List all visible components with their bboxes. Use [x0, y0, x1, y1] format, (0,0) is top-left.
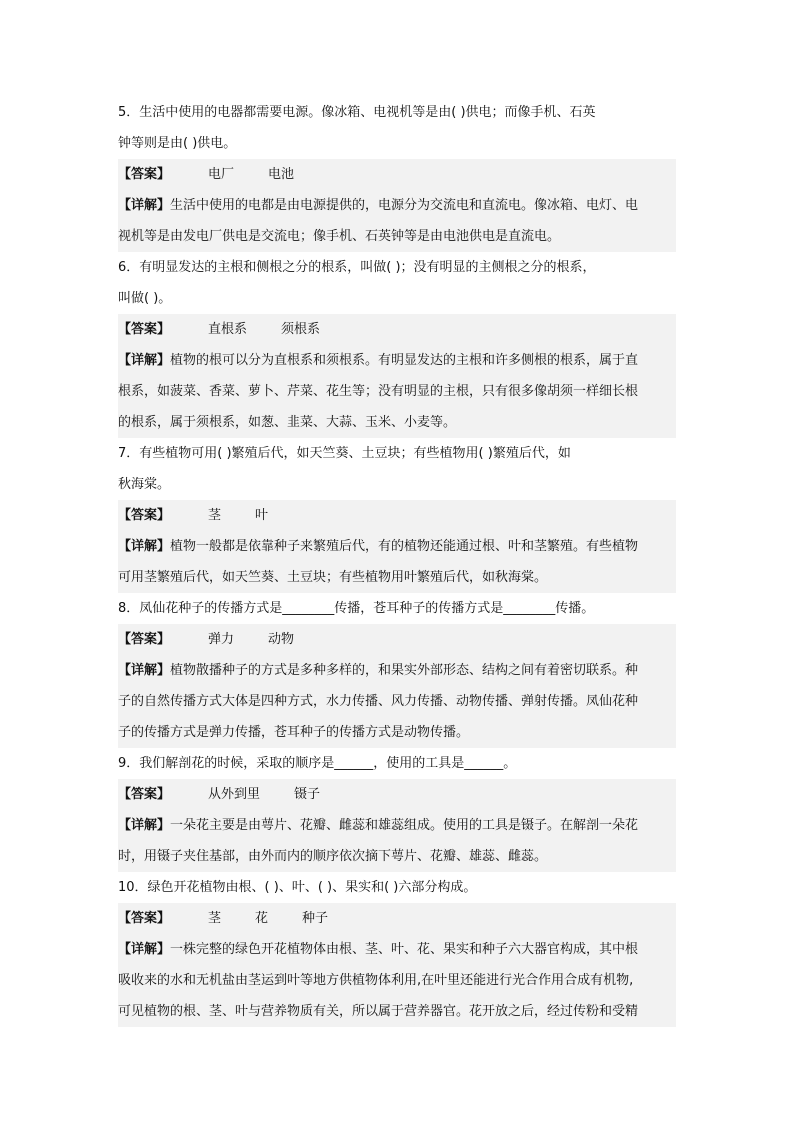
question-text: 5．生活中使用的电器都需要电源。像冰箱、电视机等是由( )供电；而像手机、石英 [118, 105, 596, 120]
detail-label: 【详解】 [118, 942, 171, 957]
detail-text: 生活中使用的电都是由电源提供的，电源分为交流电和直流电。像冰箱、电灯、电 [170, 198, 639, 213]
question-item [118, 593, 676, 748]
detail-line [118, 531, 676, 562]
question-item [118, 748, 676, 872]
question-text: 10．绿色开花植物由根、( )、叶、( )、果实和( )六部分构成。 [118, 880, 477, 895]
answer-value: 电池 [268, 167, 295, 182]
answer-value: 种子 [302, 911, 329, 926]
question-text: 钟等则是由( )供电。 [118, 136, 237, 151]
detail-label: 【详解】 [118, 198, 171, 213]
detail-text: 吸收来的水和无机盐由茎运到叶等地方供植物体利用,在叶里还能进行光合作用合成有机物, [118, 973, 634, 988]
answer-label: 【答案】 [118, 632, 171, 647]
answer-value: 茎 [208, 911, 222, 926]
answer-value: 电厂 [208, 167, 235, 182]
answer-row [118, 624, 676, 655]
answer-value: 叶 [255, 508, 269, 523]
detail-line [118, 345, 676, 376]
detail-line [118, 810, 676, 841]
answer-label: 【答案】 [118, 322, 171, 337]
detail-line [118, 965, 676, 996]
answer-row [118, 779, 676, 810]
detail-text: 的根系，属于须根系，如葱、韭菜、大蒜、玉米、小麦等。 [118, 415, 457, 430]
detail-label: 【详解】 [118, 818, 171, 833]
answer-value: 茎 [208, 508, 222, 523]
detail-line [118, 686, 676, 717]
answer-value: 弹力 [208, 632, 235, 647]
detail-text: 可见植物的根、茎、叶与营养物质有关，所以属于营养器官。花开放之后，经过传粉和受精 [118, 1004, 639, 1019]
answer-value: 花 [255, 911, 269, 926]
answer-label: 【答案】 [118, 167, 171, 182]
answer-value: 从外到里 [208, 787, 261, 802]
detail-line [118, 221, 676, 252]
detail-text: 视机等是由发电厂供电是交流电；像手机、石英钟等是由电池供电是直流电。 [118, 229, 561, 244]
answer-row [118, 314, 676, 345]
question-text: 7．有些植物可用( )繁殖后代，如天竺葵、土豆块；有些植物用( )繁殖后代，如 [118, 446, 571, 461]
detail-label: 【详解】 [118, 663, 171, 678]
answer-label: 【答案】 [118, 787, 171, 802]
question-text: 秋海棠。 [118, 477, 171, 492]
answer-row [118, 903, 676, 934]
answer-label: 【答案】 [118, 508, 171, 523]
detail-text: 一株完整的绿色开花植物体由根、茎、叶、花、果实和种子六大器官构成，其中根 [170, 942, 639, 957]
detail-line [118, 407, 676, 438]
detail-label: 【详解】 [118, 539, 171, 554]
detail-text: 一朵花主要是由萼片、花瓣、雌蕊和雄蕊组成。使用的工具是镊子。在解剖一朵花 [170, 818, 639, 833]
question-item [118, 252, 676, 438]
detail-text: 子的自然传播方式大体是四种方式，水力传播、风力传播、动物传播、弹射传播。凤仙花种 [118, 694, 639, 709]
question-text: 9．我们解剖花的时候，采取的顺序是______，使用的工具是______。 [118, 756, 517, 771]
answer-value: 直根系 [208, 322, 248, 337]
detail-text: 植物一般都是依靠种子来繁殖后代，有的植物还能通过根、叶和茎繁殖。有些植物 [170, 539, 639, 554]
detail-line [118, 841, 676, 872]
detail-line [118, 376, 676, 407]
answer-label: 【答案】 [118, 911, 171, 926]
detail-line [118, 562, 676, 593]
detail-text: 根系，如菠菜、香菜、萝卜、芹菜、花生等；没有明显的主根，只有很多像胡须一样细长根 [118, 384, 639, 399]
detail-text: 可用茎繁殖后代，如天竺葵、土豆块；有些植物用叶繁殖后代，如秋海棠。 [118, 570, 548, 585]
answer-row [118, 500, 676, 531]
detail-label: 【详解】 [118, 353, 171, 368]
qa-list [118, 97, 676, 1027]
answer-value: 动物 [268, 632, 295, 647]
answer-value: 须根系 [281, 322, 321, 337]
answer-row [118, 159, 676, 190]
question-item [118, 97, 676, 252]
question-item [118, 872, 676, 1027]
detail-text: 子的传播方式是弹力传播，苍耳种子的传播方式是动物传播。 [118, 725, 470, 740]
question-item [118, 438, 676, 593]
detail-line [118, 717, 676, 748]
detail-line [118, 655, 676, 686]
question-text: 6．有明显发达的主根和侧根之分的根系，叫做( )；没有明显的主侧根之分的根系， [118, 260, 596, 275]
question-text: 8．凤仙花种子的传播方式是________传播，苍耳种子的传播方式是________传播。 [118, 601, 595, 616]
detail-text: 植物的根可以分为直根系和须根系。有明显发达的主根和许多侧根的根系，属于直 [170, 353, 639, 368]
detail-line [118, 934, 676, 965]
detail-text: 时，用镊子夹住基部，由外而内的顺序依次摘下萼片、花瓣、雄蕊、雌蕊。 [118, 849, 548, 864]
detail-text: 植物散播种子的方式是多种多样的，和果实外部形态、结构之间有着密切联系。种 [170, 663, 639, 678]
detail-line [118, 190, 676, 221]
detail-line [118, 996, 676, 1027]
question-text: 叫做( )。 [118, 291, 172, 306]
answer-value: 镊子 [294, 787, 321, 802]
